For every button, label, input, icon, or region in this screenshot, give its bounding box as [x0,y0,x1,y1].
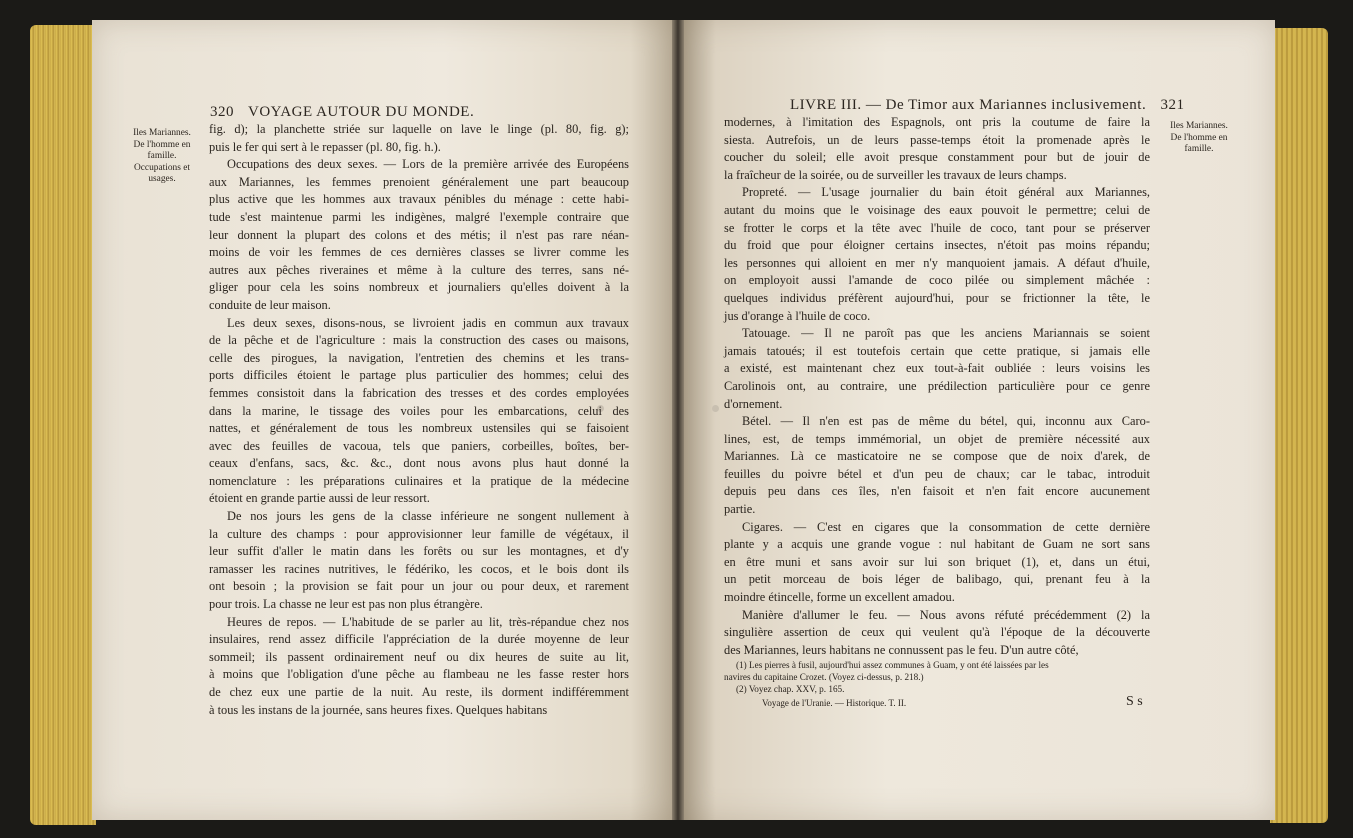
text-line: conduite de leur maison. [209,297,331,312]
right-page-body [724,114,1150,659]
text-line: Occupations des deux sexes. — Lors de la première arrivée des Européens [227,157,629,172]
footnote-line: (2) Voyez chap. XXV, p. 165. [736,684,845,694]
text-line: aux Mariannes, les femmes prenoient généralement une part beaucoup [209,174,629,189]
text-line: lines, est, de temps immémorial, un objet de première nécessité aux [724,431,1150,446]
text-line: avec des feuilles de vacoua, tels que paniers, corbeilles, boîtes, ber- [209,438,629,453]
text-line: leur donnent la plupart des colons et des métis; il n'est pas rare néan- [209,227,629,242]
text-line: nattes, et généralement de tous les nombreux ustensiles qui se faisoient [209,421,629,436]
text-line: De nos jours les gens de la classe inférieure ne songent nullement à [227,509,629,524]
left-margin-notes [118,128,206,186]
text-line: Les deux sexes, disons-nous, se livroient jadis en commun aux travaux [227,315,629,330]
left-page-number: 320 [210,104,234,120]
text-line: Mariannes. Là ce masticatoire ne se compose que de noix d'arek, de [724,449,1150,464]
text-line: ramasser les racines nutritives, le fédériko, les cocos, et le bois dont ils [209,561,629,576]
text-line: dans la marine, le tissage des voiles pour les embarcations, celui des [209,403,629,418]
right-margin-notes [1158,121,1240,156]
text-line: de chez eux une partie de la nuit. Au reste, ils dorment indifféremment [209,685,629,699]
text-line: a existé, est maintenant chez eux tout-à-fait oubliée : leurs voisins les [724,361,1150,376]
text-line: autres aux pêches riveraines et même à la culture des terres, sans né- [209,262,629,277]
text-line: modernes, à l'imitation des Espagnols, ont pris la coutume de faire la [724,115,1150,129]
text-line: Propreté. — L'usage journalier du bain étoit général aux Mariannes, [742,185,1150,200]
footnotes [724,659,1150,695]
text-line: insulaires, rend assez difficile l'appréciation de la durée moyenne de leur [209,632,629,647]
text-line: en être muni et sans avoir sur lui son briquet (1), et, dans un étui, [724,554,1150,569]
footnote-line: (1) Les pierres à fusil, aujourd'hui assez communes à Guam, y ont été laissées par les [736,660,1049,670]
text-line: jamais tatoués; il est toutefois certain que cette pratique, si jamais elle [724,343,1150,358]
text-line: la fraîcheur de la soirée, ou de surveiller les travaux de leurs champs. [724,167,1067,182]
text-line: plus active que les hommes aux travaux pénibles du ménage : cette habi- [209,192,629,207]
text-line: du froid que pour éloigner certains insectes, n'étoit pas moins répandu; [724,238,1150,253]
text-line: puis le fer qui sert à le repasser (pl. 80, fig. h.). [209,139,441,154]
text-line: Carolinois ont, au contraire, une prédilection particulière pour ce genre [724,378,1150,393]
text-line: leur suffit d'aller le matin dans les forêts ou sur les montagnes, et d'y [209,544,629,559]
left-page-body [209,121,629,719]
text-line: quelques individus préfèrent aujourd'hui, pour se frictionner la tête, le [724,290,1150,305]
text-line: ceaux d'enfans, sacs, &c. &c., dont nous avons plus haut donné la [209,456,629,471]
text-line: autant du moins que le voisinage des eaux pouvoit le permettre; celui de [724,202,1150,217]
text-line: coucher du soleil; elle avoit presque constamment pour but de jouir de [724,150,1150,165]
right-running-title: LIVRE III. — De Timor aux Mariannes inclusivement. [790,97,1147,113]
text-line: pour trois. La chasse ne leur est pas non plus étrangère. [209,597,483,612]
text-line: nomenclature : les préparations culinaires et la pratique de la médecine [209,473,629,488]
text-line: sommeil; ils passent ordinairement neuf ou dix heures de suite au lit, [209,649,629,664]
text-line: siesta. Autrefois, un de leurs passe-temps étoit la promenade après le [724,132,1150,147]
text-line: étoient en grande partie aussi de leur ressort. [209,491,430,506]
text-line: singulière assertion de ceux qui veulent qu'à l'époque de la découverte [724,625,1150,640]
text-line: se frotter le corps et la tête avec l'huile de coco, tant pour se préserver [724,220,1150,235]
footnote-line: navires du capitaine Crozet. (Voyez ci-dessus, p. 218.) [724,672,924,682]
left-page-edges [30,25,96,825]
margin-note: Iles Mariannes. [1170,121,1228,131]
right-page-number: 321 [1160,97,1185,113]
text-line: de la pêche et de l'agriculture : mais la construction des cases ou maisons, [209,333,629,348]
text-line: Cigares. — C'est en cigares que la consommation de cette dernière [742,519,1150,534]
left-page-header [210,104,474,121]
text-line: moins de voir les femmes de ces dernières classes se livrer comme les [209,245,629,260]
left-running-title: VOYAGE AUTOUR DU MONDE. [247,104,475,120]
text-line: d'ornement. [724,396,783,411]
book-spine [672,20,684,820]
text-line: celle des pirogues, la navigation, l'entretien des chemins et les trans- [209,350,629,365]
text-line: un petit morceau de bois léger de balibago, qui, prenant feu à la [724,572,1150,587]
margin-note: De l'homme en famille. [133,140,191,161]
text-line: on employoit aussi l'amande de coco pilée ou simplement mâchée : [724,273,1150,288]
text-line: partie. [724,502,756,517]
signature-mark: S s [1126,694,1143,709]
text-line: les personnes qui alloient en mer n'y manquoient jamais. A défaut d'huile, [724,255,1150,270]
margin-note: Iles Mariannes. [133,128,191,138]
text-line: Tatouage. — Il ne paroît pas que les anciens Mariannais se soient [742,326,1150,341]
text-line: des Mariannes, leurs habitans ne connussent pas le feu. D'un autre côté, [724,642,1079,657]
right-page-edges [1270,28,1328,823]
text-line: feuilles du poivre bétel et d'un peu de chaux; car le tabac, introduit [724,466,1150,481]
margin-note: De l'homme en famille. [1170,133,1228,154]
text-line: fig. d); la planchette striée sur laquelle on lave le linge (pl. 80, fig. g); [209,122,629,136]
text-line: Manière d'allumer le feu. — Nous avons réfuté précédemment (2) la [742,607,1150,622]
text-line: Heures de repos. — L'habitude de se parler au lit, très-répandue chez nos [227,614,629,629]
text-line: moindre étincelle, forme un excellent amadou. [724,590,955,605]
text-line: à tous les instans de la journée, sans heures fixes. Quelques habitans [209,702,548,717]
right-page-header [790,97,1184,114]
text-line: depuis peu dans ces îles, n'en faisoit et n'en fait encore aucunement [724,484,1150,499]
margin-note: Occupations et usages. [134,163,190,184]
text-line: Bétel. — Il n'en est pas de même du bétel, qui, inconnu aux Caro- [742,414,1150,429]
imprint-line: Voyage de l'Uranie. — Historique. T. II. [762,698,907,708]
text-line: la culture des champs : pour approvisionner leur famille de végétaux, il [209,526,629,541]
text-line: ont besoin ; la provision se fait pour un jour ou pour deux, et rarement [209,579,629,594]
text-line: à moins que l'obligation d'une pêche au flambeau ne les fasse rester hors [209,667,629,682]
text-line: jus d'orange à l'huile de coco. [724,308,871,323]
text-line: femmes consistoit dans la fabrication des tresses et des cordes employées [209,385,629,400]
text-line: tude s'est maintenue parmi les indigènes, malgré l'exemple contraire que [209,209,629,224]
page-mark [712,405,719,412]
text-line: gliger pour cela les soins nombreux et journaliers qu'elles doivent à la [209,280,629,295]
text-line: plante y a acquis une grande vogue : nul habitant de Guam ne sort sans [724,537,1150,552]
text-line: ports difficiles étoient le partage plus particulier des hommes; celui des [209,368,629,383]
